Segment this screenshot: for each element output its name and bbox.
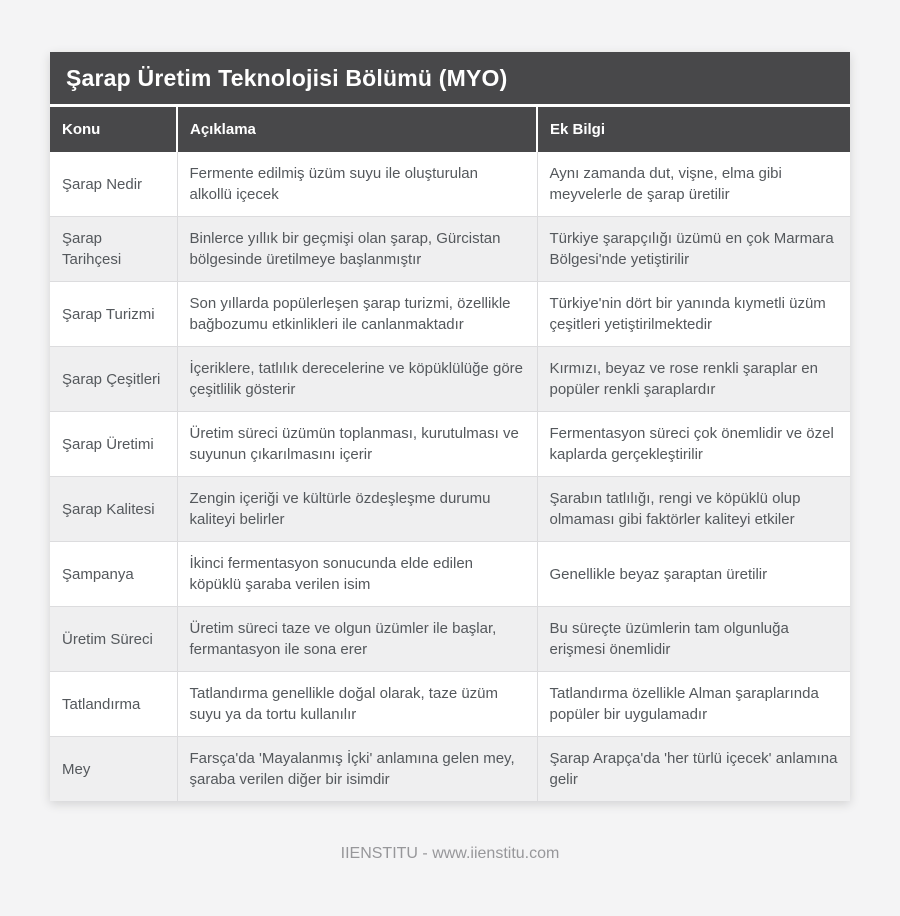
cell-konu: Mey — [50, 737, 177, 802]
cell-ek-bilgi: Aynı zamanda dut, vişne, elma gibi meyvelerle de şarap üretilir — [537, 152, 850, 217]
table-row — [50, 152, 850, 217]
cell-ek-bilgi: Türkiye'nin dört bir yanında kıymetli üzüm çeşitleri yetiştirilmektedir — [537, 282, 850, 347]
content-table-card — [50, 52, 850, 801]
cell-ek-bilgi: Kırmızı, beyaz ve rose renkli şaraplar en popüler renkli şaraplardır — [537, 347, 850, 412]
cell-ek-bilgi: Şarabın tatlılığı, rengi ve köpüklü olup olmaması gibi faktörler kaliteyi etkiler — [537, 477, 850, 542]
cell-konu: Üretim Süreci — [50, 607, 177, 672]
table-row — [50, 542, 850, 607]
cell-konu: Şarap Üretimi — [50, 412, 177, 477]
column-header-aciklama: Açıklama — [177, 106, 537, 153]
cell-ek-bilgi: Tatlandırma özellikle Alman şaraplarında popüler bir uygulamadır — [537, 672, 850, 737]
cell-ek-bilgi: Türkiye şarapçılığı üzümü en çok Marmara Bölgesi'nde yetiştirilir — [537, 217, 850, 282]
table-row — [50, 737, 850, 802]
footer-credit: IIENSTITU - www.iienstitu.com — [340, 845, 560, 862]
table-row — [50, 347, 850, 412]
cell-aciklama: Binlerce yıllık bir geçmişi olan şarap, Gürcistan bölgesinde üretilmeye başlanmıştır — [177, 217, 537, 282]
table-header-row — [50, 106, 850, 153]
cell-konu: Şarap Tarihçesi — [50, 217, 177, 282]
cell-konu: Şarap Çeşitleri — [50, 347, 177, 412]
cell-ek-bilgi: Şarap Arapça'da 'her türlü içecek' anlamına gelir — [537, 737, 850, 802]
cell-konu: Şarap Turizmi — [50, 282, 177, 347]
column-header-ek-bilgi: Ek Bilgi — [537, 106, 850, 153]
info-table — [50, 104, 850, 801]
table-row — [50, 607, 850, 672]
cell-konu: Tatlandırma — [50, 672, 177, 737]
page-title: Şarap Üretim Teknolojisi Bölümü (MYO) — [50, 52, 850, 104]
table-row — [50, 477, 850, 542]
cell-konu: Şarap Kalitesi — [50, 477, 177, 542]
cell-konu: Şampanya — [50, 542, 177, 607]
cell-ek-bilgi: Genellikle beyaz şaraptan üretilir — [537, 542, 850, 607]
cell-konu: Şarap Nedir — [50, 152, 177, 217]
cell-aciklama: Fermente edilmiş üzüm suyu ile oluşturulan alkollü içecek — [177, 152, 537, 217]
table-row — [50, 412, 850, 477]
table-row — [50, 282, 850, 347]
cell-aciklama: Son yıllarda popülerleşen şarap turizmi, özellikle bağbozumu etkinlikleri ile canlanmaktadır — [177, 282, 537, 347]
cell-aciklama: Farsça'da 'Mayalanmış İçki' anlamına gelen mey, şaraba verilen diğer bir isimdir — [177, 737, 537, 802]
cell-aciklama: Üretim süreci üzümün toplanması, kurutulması ve suyunun çıkarılmasını içerir — [177, 412, 537, 477]
cell-ek-bilgi: Bu süreçte üzümlerin tam olgunluğa erişmesi önemlidir — [537, 607, 850, 672]
cell-aciklama: Zengin içeriği ve kültürle özdeşleşme durumu kaliteyi belirler — [177, 477, 537, 542]
cell-ek-bilgi: Fermentasyon süreci çok önemlidir ve özel kaplarda gerçekleştirilir — [537, 412, 850, 477]
cell-aciklama: İkinci fermentasyon sonucunda elde edilen köpüklü şaraba verilen isim — [177, 542, 537, 607]
cell-aciklama: Tatlandırma genellikle doğal olarak, taze üzüm suyu ya da tortu kullanılır — [177, 672, 537, 737]
table-row — [50, 217, 850, 282]
cell-aciklama: Üretim süreci taze ve olgun üzümler ile başlar, fermantasyon ile sona erer — [177, 607, 537, 672]
cell-aciklama: İçeriklere, tatlılık derecelerine ve köpüklülüğe göre çeşitlilik gösterir — [177, 347, 537, 412]
column-header-konu: Konu — [50, 106, 177, 153]
table-row — [50, 672, 850, 737]
